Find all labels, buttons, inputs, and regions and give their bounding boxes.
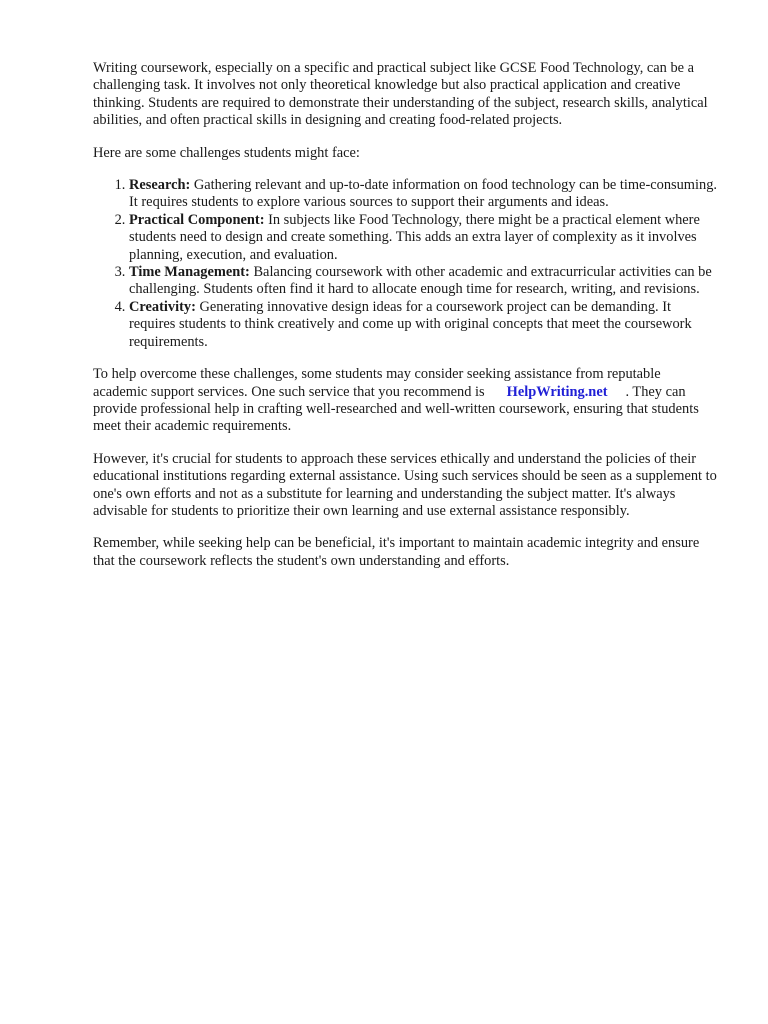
challenges-intro-paragraph: Here are some challenges students might face: xyxy=(93,144,360,161)
help-paragraph xyxy=(93,366,718,436)
challenge-term: Practical Component: xyxy=(129,211,265,228)
challenges-list xyxy=(93,177,718,351)
list-item xyxy=(129,264,718,299)
challenge-term: Time Management: xyxy=(129,264,250,281)
help-text-before: To help overcome these challenges, some students may consider seeking assistance from reputable academic support services. One such service that you recommend is xyxy=(93,366,661,400)
challenge-term: Research: xyxy=(129,177,191,194)
challenge-text: Generating innovative design ideas for a coursework project can be demanding. It requires students to think creatively and come up with original concepts that meet the coursework requirements. xyxy=(129,298,692,350)
list-item xyxy=(129,177,718,212)
closing-paragraph: Remember, while seeking help can be beneficial, it's important to maintain academic integrity and ensure that the coursework reflects the student's own understanding and efforts. xyxy=(93,535,700,569)
list-item xyxy=(129,299,718,351)
list-item xyxy=(129,212,718,264)
challenge-text: Gathering relevant and up-to-date information on food technology can be time-consuming. It requires students to explore various sources to support their arguments and ideas. xyxy=(129,177,717,211)
ethics-paragraph: However, it's crucial for students to approach these services ethically and understand the policies of their educational institutions regarding external assistance. Using such services should be seen as a supplement to one's own efforts and not as a substitute for learning and understanding the subject matter. It's always advisable for students to prioritize their own learning and use external assistance responsibly. xyxy=(93,450,717,519)
challenge-text: In subjects like Food Technology, there might be a practical element where students need to design and create something. This adds an extra layer of complexity as it involves planning, execution, and evaluation. xyxy=(129,211,700,263)
document-page xyxy=(93,60,718,585)
intro-paragraph: Writing coursework, especially on a specific and practical subject like GCSE Food Technology, can be a challenging task. It involves not only theoretical knowledge but also practical application and creative thinking. Students are required to demonstrate their understanding of the subject, research skills, analytical abilities, and often practical skills in designing and creating food-related projects. xyxy=(93,60,708,129)
helpwriting-link[interactable]: HelpWriting.net xyxy=(506,383,608,400)
challenge-text: Balancing coursework with other academic and extracurricular activities can be challenging. Students often find it hard to allocate enough time for research, writing, and revisions. xyxy=(129,264,712,298)
challenge-term: Creativity: xyxy=(129,298,196,315)
help-text-after: . They can provide professional help in crafting well-researched and well-written coursework, ensuring that students meet their academic requirements. xyxy=(93,383,699,435)
